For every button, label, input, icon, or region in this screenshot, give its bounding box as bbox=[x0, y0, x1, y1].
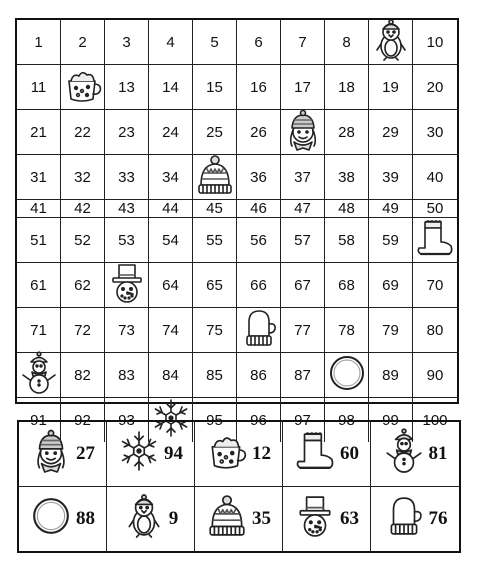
key-item bbox=[283, 422, 371, 487]
number-cell: 39 bbox=[369, 155, 413, 200]
number-cell: 26 bbox=[237, 110, 281, 155]
number-cell: 23 bbox=[105, 110, 149, 155]
number-cell: 8 bbox=[325, 20, 369, 65]
number-cell: 83 bbox=[105, 353, 149, 398]
number-cell: 45 bbox=[193, 200, 237, 218]
number-cell: 14 bbox=[149, 65, 193, 110]
winter-hat-icon bbox=[195, 155, 235, 199]
picture-cell bbox=[237, 308, 281, 353]
number-cell: 70 bbox=[413, 263, 457, 308]
number-cell: 6 bbox=[237, 20, 281, 65]
number-cell: 36 bbox=[237, 155, 281, 200]
number-cell: 25 bbox=[193, 110, 237, 155]
key-number: 35 bbox=[252, 507, 271, 529]
boot-icon bbox=[294, 430, 336, 477]
number-cell: 38 bbox=[325, 155, 369, 200]
number-cell: 59 bbox=[369, 218, 413, 263]
snowman-head-icon bbox=[107, 263, 147, 307]
number-cell: 22 bbox=[61, 110, 105, 155]
penguin-icon bbox=[371, 20, 411, 64]
number-cell: 82 bbox=[61, 353, 105, 398]
number-cell: 66 bbox=[237, 263, 281, 308]
number-cell: 16 bbox=[237, 65, 281, 110]
number-cell: 47 bbox=[281, 200, 325, 218]
number-cell: 56 bbox=[237, 218, 281, 263]
picture-cell bbox=[193, 155, 237, 200]
number-cell: 48 bbox=[325, 200, 369, 218]
key-number: 60 bbox=[340, 442, 359, 464]
number-cell: 43 bbox=[105, 200, 149, 218]
key-number: 94 bbox=[164, 442, 183, 464]
number-cell: 50 bbox=[413, 200, 457, 218]
key-item bbox=[283, 487, 371, 552]
snowflake-icon bbox=[118, 430, 160, 477]
number-cell: 34 bbox=[149, 155, 193, 200]
key-item bbox=[107, 422, 195, 487]
number-cell: 80 bbox=[413, 308, 457, 353]
girl-hat-icon bbox=[30, 430, 72, 477]
key-number: 63 bbox=[340, 507, 359, 529]
number-cell: 86 bbox=[237, 353, 281, 398]
picture-cell bbox=[325, 353, 369, 398]
key-number: 81 bbox=[428, 442, 448, 464]
number-cell: 53 bbox=[105, 218, 149, 263]
picture-cell bbox=[369, 20, 413, 65]
snowball-icon bbox=[30, 495, 72, 542]
number-cell: 2 bbox=[61, 20, 105, 65]
picture-cell bbox=[61, 65, 105, 110]
number-cell: 71 bbox=[17, 308, 61, 353]
number-cell: 98 bbox=[325, 398, 369, 442]
number-cell: 33 bbox=[105, 155, 149, 200]
number-cell: 37 bbox=[281, 155, 325, 200]
key-item bbox=[19, 422, 107, 487]
number-cell: 5 bbox=[193, 20, 237, 65]
number-cell: 28 bbox=[325, 110, 369, 155]
snowman-icon bbox=[19, 353, 59, 397]
penguin-icon bbox=[123, 495, 165, 542]
number-cell: 67 bbox=[281, 263, 325, 308]
number-cell: 84 bbox=[149, 353, 193, 398]
number-cell: 24 bbox=[149, 110, 193, 155]
number-cell: 54 bbox=[149, 218, 193, 263]
number-cell: 1 bbox=[17, 20, 61, 65]
number-cell: 85 bbox=[193, 353, 237, 398]
key-item bbox=[107, 487, 195, 552]
number-cell: 61 bbox=[17, 263, 61, 308]
number-cell: 90 bbox=[413, 353, 457, 398]
number-cell: 99 bbox=[369, 398, 413, 442]
picture-cell bbox=[105, 263, 149, 308]
number-cell: 44 bbox=[149, 200, 193, 218]
number-cell: 18 bbox=[325, 65, 369, 110]
number-cell: 20 bbox=[413, 65, 457, 110]
number-cell: 19 bbox=[369, 65, 413, 110]
answer-key bbox=[17, 420, 461, 553]
number-cell: 32 bbox=[61, 155, 105, 200]
number-cell: 95 bbox=[193, 398, 237, 442]
number-cell: 17 bbox=[281, 65, 325, 110]
number-cell: 11 bbox=[17, 65, 61, 110]
number-cell: 46 bbox=[237, 200, 281, 218]
number-cell: 68 bbox=[325, 263, 369, 308]
number-cell: 65 bbox=[193, 263, 237, 308]
hundreds-chart bbox=[15, 18, 459, 429]
number-cell: 31 bbox=[17, 155, 61, 200]
key-item bbox=[371, 487, 459, 552]
girl-hat-icon bbox=[283, 110, 323, 154]
cocoa-mug-icon bbox=[206, 430, 248, 477]
number-cell: 78 bbox=[325, 308, 369, 353]
number-cell: 75 bbox=[193, 308, 237, 353]
picture-cell bbox=[281, 110, 325, 155]
number-cell: 52 bbox=[61, 218, 105, 263]
number-cell: 97 bbox=[281, 398, 325, 442]
number-cell: 29 bbox=[369, 110, 413, 155]
key-number: 76 bbox=[428, 507, 448, 529]
number-cell: 93 bbox=[105, 398, 149, 442]
snowman-icon bbox=[383, 430, 425, 477]
key-number: 27 bbox=[76, 442, 95, 464]
number-cell: 96 bbox=[237, 398, 281, 442]
number-cell: 42 bbox=[61, 200, 105, 218]
number-cell: 74 bbox=[149, 308, 193, 353]
number-cell: 41 bbox=[17, 200, 61, 218]
key-number: 12 bbox=[252, 442, 271, 464]
boot-icon bbox=[415, 218, 455, 262]
key-item bbox=[371, 422, 459, 487]
number-cell: 62 bbox=[61, 263, 105, 308]
number-cell: 57 bbox=[281, 218, 325, 263]
picture-cell bbox=[413, 218, 457, 263]
cocoa-mug-icon bbox=[63, 65, 103, 109]
number-cell: 55 bbox=[193, 218, 237, 263]
winter-hat-icon bbox=[206, 495, 248, 542]
snowball-icon bbox=[327, 353, 367, 397]
number-cell: 69 bbox=[369, 263, 413, 308]
mitten-icon bbox=[239, 308, 279, 352]
number-cell: 30 bbox=[413, 110, 457, 155]
number-cell: 72 bbox=[61, 308, 105, 353]
picture-cell bbox=[17, 353, 61, 398]
number-cell: 13 bbox=[105, 65, 149, 110]
number-cell: 51 bbox=[17, 218, 61, 263]
number-cell: 3 bbox=[105, 20, 149, 65]
key-item bbox=[195, 487, 283, 552]
number-cell: 91 bbox=[17, 398, 61, 442]
number-cell: 10 bbox=[413, 20, 457, 65]
number-cell: 77 bbox=[281, 308, 325, 353]
number-cell: 40 bbox=[413, 155, 457, 200]
number-cell: 4 bbox=[149, 20, 193, 65]
number-cell: 49 bbox=[369, 200, 413, 218]
number-cell: 58 bbox=[325, 218, 369, 263]
key-item bbox=[195, 422, 283, 487]
key-number: 9 bbox=[168, 507, 179, 529]
number-cell: 73 bbox=[105, 308, 149, 353]
number-cell: 100 bbox=[422, 411, 448, 429]
number-cell: 15 bbox=[193, 65, 237, 110]
number-cell: 87 bbox=[281, 353, 325, 398]
snowman-head-icon bbox=[294, 495, 336, 542]
number-cell: 92 bbox=[61, 398, 105, 442]
number-cell: 79 bbox=[369, 308, 413, 353]
key-item bbox=[19, 487, 107, 552]
number-cell: 21 bbox=[17, 110, 61, 155]
number-cell: 89 bbox=[369, 353, 413, 398]
number-cell: 7 bbox=[281, 20, 325, 65]
key-number: 88 bbox=[76, 507, 95, 529]
mitten-icon bbox=[383, 495, 425, 542]
number-cell: 64 bbox=[149, 263, 193, 308]
